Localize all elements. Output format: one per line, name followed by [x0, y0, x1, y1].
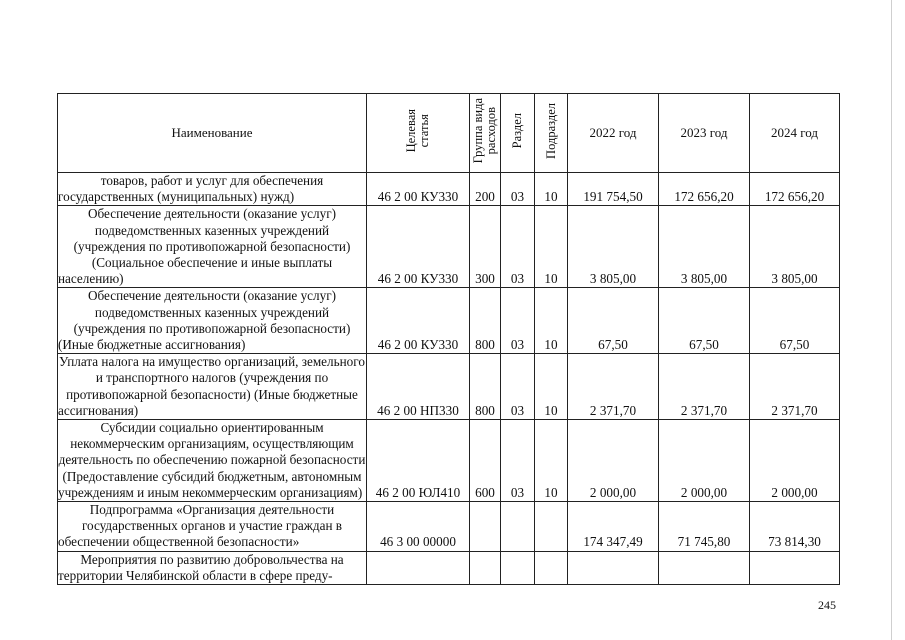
row-name: Уплата налога на имущество организаций, земельного и транспортного налогов (учреждения по противопожарной безопасности) (Иные бюджетные ассигнования)	[58, 354, 365, 418]
header-section-label: Раздел	[510, 113, 524, 149]
row-target-article: 46 2 00 НП330	[367, 354, 470, 420]
row-section: 03	[501, 420, 535, 502]
row-amount-2022: 3 805,00	[568, 206, 659, 288]
row-name: Обеспечение деятельности (оказание услуг) подведомственных казенных учреждений (учреждения по противопожарной безопасности) (Иные бюджетные ассигнования)	[58, 288, 367, 354]
header-target-article	[367, 94, 470, 173]
row-expense-group	[470, 551, 501, 584]
row-section: 03	[501, 354, 535, 420]
row-amount-2023: 2 000,00	[659, 420, 750, 502]
header-target-article-label: Целевая статья	[404, 109, 431, 153]
row-amount-2023: 71 745,80	[659, 502, 750, 552]
row-name: Субсидии социально ориентированным некоммерческим организациям, осуществляющим деятельность по обеспечению пожарной безопасности (Предоставление субсидий бюджетным, автономным учреждениям и иным некоммерческим организациям)	[58, 420, 366, 500]
row-expense-group: 200	[470, 173, 501, 206]
row-amount-2024: 2 371,70	[750, 354, 840, 420]
table-row	[58, 206, 840, 288]
row-amount-2023: 67,50	[659, 288, 750, 354]
row-amount-2024	[750, 551, 840, 584]
row-amount-2023: 2 371,70	[659, 354, 750, 420]
row-amount-2023: 172 656,20	[659, 173, 750, 206]
header-subsection-label: Подраздел	[543, 103, 558, 159]
row-amount-2024: 2 000,00	[750, 420, 840, 502]
row-name: товаров, работ и услуг для обеспечения государственных (муниципальных) нужд)	[58, 173, 367, 206]
row-name: Обеспечение деятельности (оказание услуг) подведомственных казенных учреждений (учреждения по противопожарной безопасности) (Социальное обеспечение и иные выплаты населению)	[58, 206, 367, 288]
page-edge-line	[891, 0, 892, 640]
table-header-row	[58, 94, 840, 173]
row-amount-2022: 67,50	[568, 288, 659, 354]
row-subsection: 10	[535, 354, 568, 420]
row-amount-2022: 174 347,49	[568, 502, 659, 552]
row-target-article: 46 2 00 КУ330	[367, 206, 470, 288]
header-section	[501, 94, 535, 173]
row-target-article: 46 2 00 ЮЛ410	[367, 420, 470, 502]
table-row	[58, 420, 840, 502]
row-target-article: 46 2 00 КУ330	[367, 173, 470, 206]
row-section: 03	[501, 206, 535, 288]
row-section	[501, 502, 535, 552]
row-section: 03	[501, 173, 535, 206]
table-row	[58, 551, 840, 584]
header-expense-group-label: Группа вида расходов	[471, 98, 498, 164]
header-2022: 2022 год	[568, 94, 659, 173]
row-amount-2022	[568, 551, 659, 584]
row-subsection: 10	[535, 206, 568, 288]
row-expense-group: 300	[470, 206, 501, 288]
row-name: Мероприятия по развитию добровольчества на территории Челябинской области в сфере преду-	[58, 551, 367, 584]
header-2024: 2024 год	[750, 94, 840, 173]
page-number: 245	[818, 598, 836, 612]
table-row	[58, 288, 840, 354]
row-target-article	[367, 551, 470, 584]
row-subsection: 10	[535, 288, 568, 354]
row-subsection: 10	[535, 420, 568, 502]
row-target-article: 46 2 00 КУ330	[367, 288, 470, 354]
row-subsection	[535, 551, 568, 584]
row-name: Подпрограмма «Организация деятельности государственных органов и участие граждан в обеспечении общественной безопасности»	[58, 502, 367, 552]
table-row	[58, 173, 840, 206]
row-section: 03	[501, 288, 535, 354]
row-amount-2022: 2 371,70	[568, 354, 659, 420]
row-amount-2022: 191 754,50	[568, 173, 659, 206]
header-2023: 2023 год	[659, 94, 750, 173]
row-target-article: 46 3 00 00000	[367, 502, 470, 552]
row-amount-2024: 73 814,30	[750, 502, 840, 552]
budget-table	[57, 93, 840, 585]
row-amount-2024: 67,50	[750, 288, 840, 354]
row-expense-group: 800	[470, 288, 501, 354]
row-amount-2022: 2 000,00	[568, 420, 659, 502]
table-row	[58, 354, 840, 420]
budget-document	[57, 93, 839, 582]
table-row	[58, 502, 840, 552]
row-expense-group: 600	[470, 420, 501, 502]
row-expense-group: 800	[470, 354, 501, 420]
header-expense-group	[470, 94, 501, 173]
row-section	[501, 551, 535, 584]
row-amount-2024: 3 805,00	[750, 206, 840, 288]
row-amount-2023	[659, 551, 750, 584]
row-expense-group	[470, 502, 501, 552]
row-subsection: 10	[535, 173, 568, 206]
row-amount-2024: 172 656,20	[750, 173, 840, 206]
row-amount-2023: 3 805,00	[659, 206, 750, 288]
header-name: Наименование	[58, 94, 367, 173]
row-subsection	[535, 502, 568, 552]
header-subsection	[535, 94, 568, 173]
